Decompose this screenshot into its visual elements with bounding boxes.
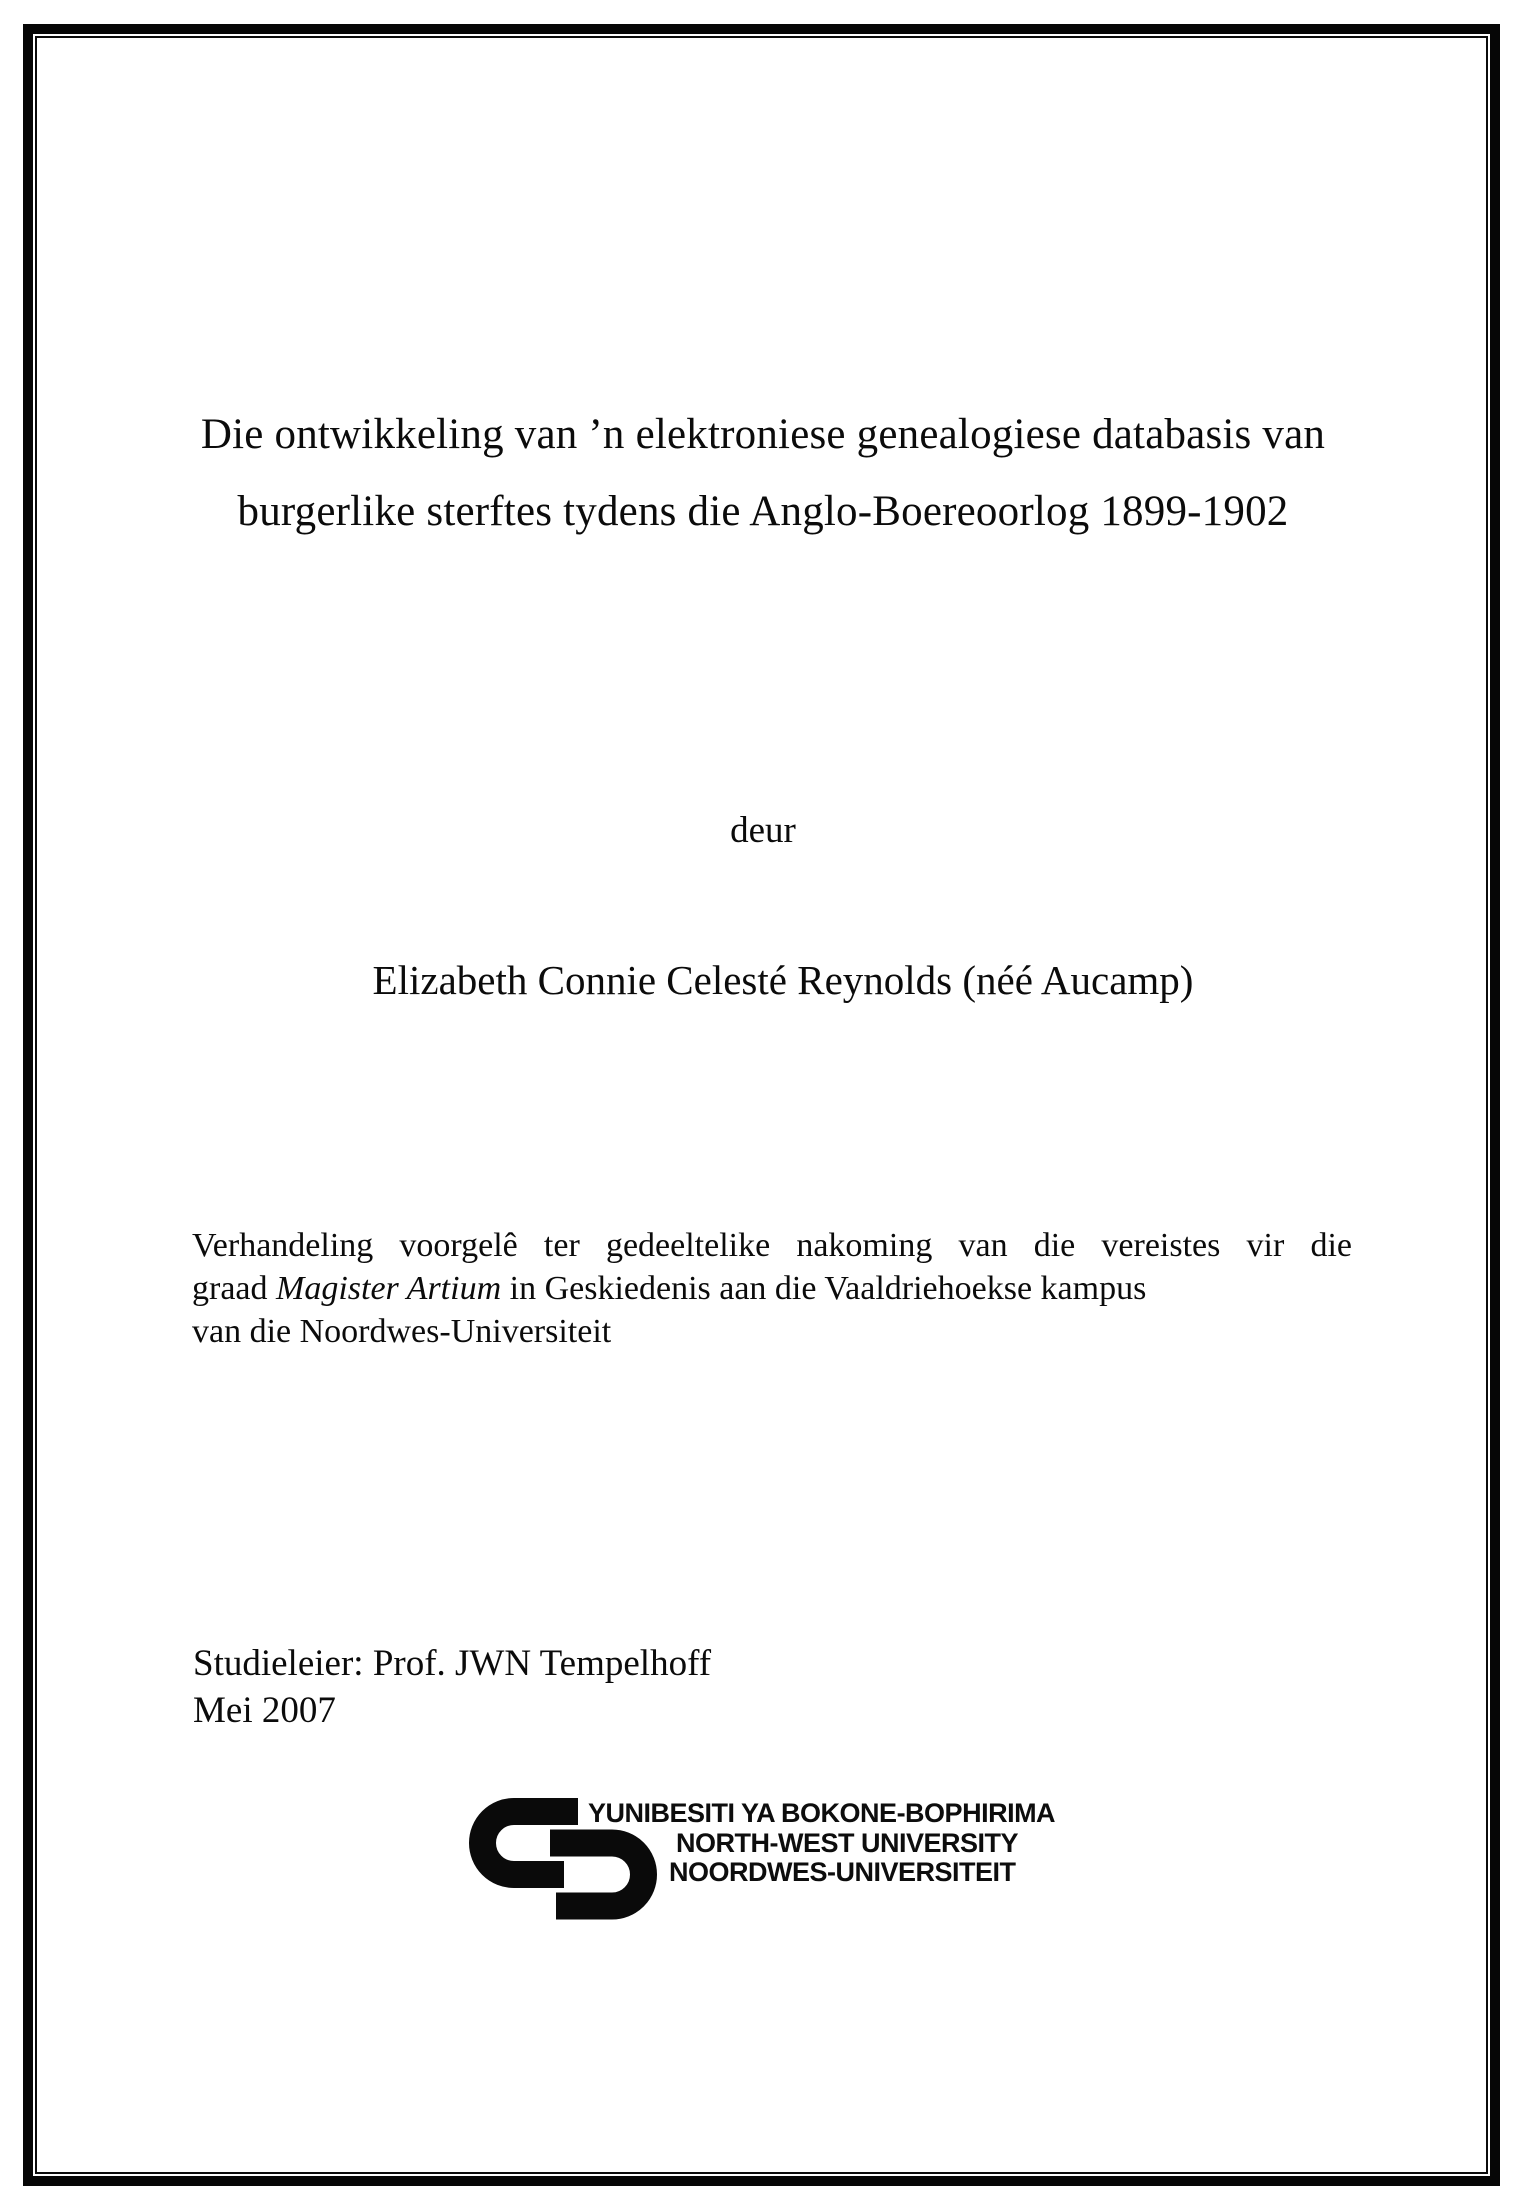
statement-line3: van die Noordwes-Universiteit	[192, 1313, 612, 1350]
logo-text-setswana: YUNIBESITI YA BOKONE-BOPHIRIMA	[588, 1798, 1056, 1828]
thesis-title	[183, 396, 1343, 550]
dissertation-statement	[192, 1224, 1352, 1353]
statement-line2-suffix: in Geskiedenis aan die Vaaldriehoekse kampus	[501, 1270, 1147, 1307]
logo-text-afrikaans: NOORDWES-UNIVERSITEIT	[669, 1857, 1016, 1887]
author-name: Elizabeth Connie Celesté Reynolds (néé Aucamp)	[372, 957, 1194, 1003]
date-line: Mei 2007	[193, 1690, 336, 1731]
supervisor-line: Studieleier: Prof. JWN Tempelhoff	[193, 1643, 712, 1684]
statement-line2-prefix: graad	[192, 1270, 277, 1307]
byline-deur: deur	[730, 810, 796, 851]
supervisor-block	[193, 1640, 711, 1734]
statement-line2	[192, 1267, 1352, 1310]
degree-name-italic: Magister Artium	[276, 1270, 502, 1307]
thesis-title-line1: Die ontwikkeling van ’n elektroniese genealogiese databasis van	[200, 411, 1326, 458]
logo-text-english: NORTH-WEST UNIVERSITY	[676, 1828, 1019, 1858]
thesis-title-line2: burgerlike sterftes tydens die Anglo-Boereoorlog 1899-1902	[237, 488, 1289, 535]
statement-line1: Verhandeling voorgelê ter gedeeltelike nakoming van die vereistes vir die	[192, 1227, 1352, 1264]
